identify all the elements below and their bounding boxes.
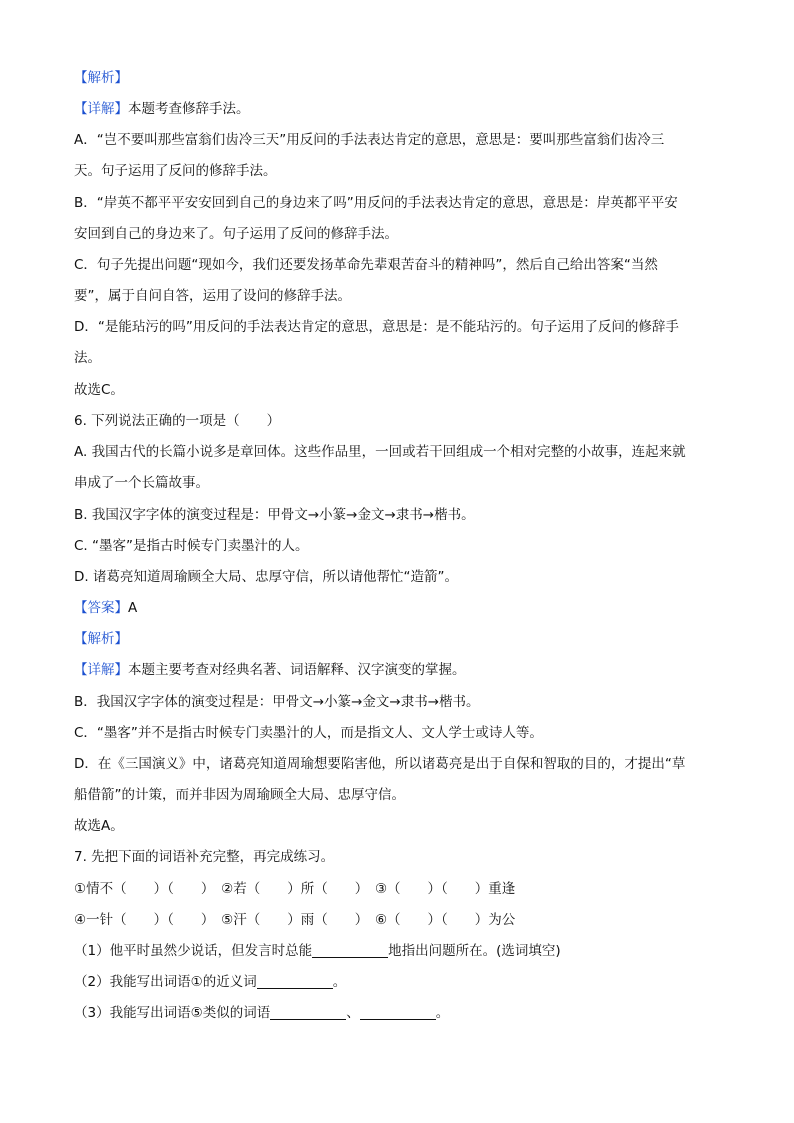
sub-question-3-prefix: （3）我能写出词语⑤类似的词语 [74,1005,271,1021]
analysis-line: C．句子先提出问题“现如今，我们还要发扬革命先辈艰苦奋斗的精神吗”，然后自己给出答案“当然 [74,257,658,273]
analysis-line: D．在《三国演义》中，诸葛亮知道周瑜想要陷害他，所以诸葛亮是出于自保和智取的目的，才提出“草 [74,756,686,772]
question-6-stem: 6. 下列说法正确的一项是（ ） [74,413,281,429]
option-a-cont: 串成了一个长篇故事。 [74,475,209,491]
answer-line [74,598,137,618]
analysis-line: B．我国汉字字体的演变过程是：甲骨文→小篆→金文→隶书→楷书。 [74,694,480,710]
answer-blank[interactable] [270,1005,346,1020]
analysis-line: 安回到自己的身边来了。句子运用了反问的修辞手法。 [74,226,398,242]
detail-tag: 【详解】 [74,101,128,117]
answer-blank[interactable] [312,943,388,958]
sub-question-3 [74,1003,449,1023]
answer-value: A [128,600,138,616]
sub-question-2 [74,972,346,992]
word-fill-row-1: ①情不（ ）（ ） ②若（ ）所（ ） ③（ ）（ ）重逢 [74,881,516,897]
detail-line [74,99,250,119]
analysis-line: C．“墨客”并不是指古时候专门卖墨汁的人，而是指文人、文人学士或诗人等。 [74,725,543,741]
option-a: A. 我国古代的长篇小说多是章回体。这些作品里，一回或若干回组成一个相对完整的小故事，连起来就 [74,444,686,460]
analysis-line: D．“是能玷污的吗”用反问的手法表达肯定的意思，意思是：是不能玷污的。句子运用了反问的修辞手 [74,319,679,335]
option-b: B. 我国汉字字体的演变过程是：甲骨文→小篆→金文→隶书→楷书。 [74,507,475,523]
sub-question-1-prefix: （1）他平时虽然少说话，但发言时总能 [74,943,313,959]
analysis-line: 天。句子运用了反问的修辞手法。 [74,163,277,179]
analysis-label: 【解析】 [74,70,128,86]
detail-text: 本题考查修辞手法。 [128,101,250,117]
sub-question-3-suffix: 。 [435,1005,450,1021]
option-c: C. “墨客”是指古时候专门卖墨汁的人。 [74,538,309,554]
detail-line [74,660,466,680]
sub-question-1-suffix: 地指出问题所在。(选词填空) [388,943,561,959]
word-fill-row-2: ④一针（ ）（ ） ⑤汗（ ）雨（ ） ⑥（ ）（ ）为公 [74,912,516,928]
answer-tag: 【答案】 [74,600,128,616]
answer-blank[interactable] [257,974,333,989]
analysis-label: 【解析】 [74,631,128,647]
analysis-line: B．“岸英不都平平安安回到自己的身边来了吗”用反问的手法表达肯定的意思，意思是：岸英都平平安 [74,195,678,211]
analysis-line: A．“岂不要叫那些富翁们齿冷三天”用反问的手法表达肯定的意思，意思是：要叫那些富翁们齿冷三 [74,132,665,148]
question-7-stem: 7. 先把下面的词语补充完整，再完成练习。 [74,849,335,865]
sub-question-1 [74,941,561,961]
sub-question-2-suffix: 。 [332,974,347,990]
conclusion-line: 故选C。 [74,382,124,398]
sub-question-2-prefix: （2）我能写出词语①的近义词 [74,974,257,990]
detail-text: 本题主要考查对经典名著、词语解释、汉字演变的掌握。 [128,662,466,678]
conclusion-line: 故选A。 [74,818,124,834]
separator: 、 [346,1005,360,1021]
detail-tag: 【详解】 [74,662,128,678]
analysis-line: 要”，属于自问自答，运用了设问的修辞手法。 [74,288,351,304]
analysis-line: 法。 [74,350,101,366]
answer-blank[interactable] [360,1005,436,1020]
analysis-line: 船借箭”的计策，而并非因为周瑜顾全大局、忠厚守信。 [74,787,405,803]
option-d: D. 诸葛亮知道周瑜顾全大局、忠厚守信，所以请他帮忙“造箭”。 [74,569,458,585]
